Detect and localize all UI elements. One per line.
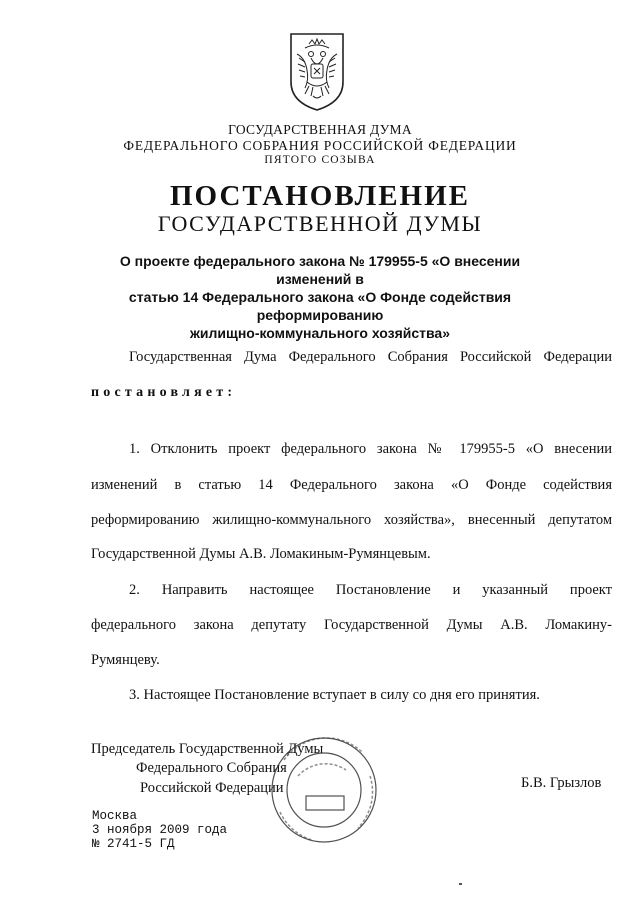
item-1-line-2: изменений в статью 14 Федерального закона «О Фонде содействия xyxy=(91,477,612,493)
protocol-stamp-icon xyxy=(262,730,387,848)
org-line-2: ФЕДЕРАЛЬНОГО СОБРАНИЯ РОССИЙСКОЙ ФЕДЕРАЦИИ xyxy=(123,138,517,153)
subject-line: статью 14 Федерального закона «О Фонде содействия реформированию xyxy=(128,289,512,323)
document-subject xyxy=(100,252,540,342)
item-2-line-1: 2. Направить настоящее Постановление и указанный проект xyxy=(129,582,612,598)
org-line-3: ПЯТОГО СОЗЫВА xyxy=(264,154,376,166)
signing-date: 3 ноября 2009 года xyxy=(92,823,228,837)
item-1-line-4: Государственной Думы А.В. Ломакиным-Румянцевым. xyxy=(91,546,431,562)
item-2-line-2: федерального закона депутату Государственной Думы А.В. Ломакину- xyxy=(91,617,612,633)
org-line-1: ГОСУДАРСТВЕННАЯ ДУМА xyxy=(228,122,412,137)
signer-title-line-3: Российской Федерации xyxy=(140,780,284,796)
document-type: ПОСТАНОВЛЕНИЕ xyxy=(169,180,470,212)
item-1-line-3: реформированию жилищно-коммунального хозяйства», внесенный депутатом xyxy=(91,512,612,528)
preamble: Государственная Дума Федерального Собрания Российской Федерации xyxy=(129,349,612,365)
resolves-word: постановляет: xyxy=(91,385,237,400)
document-number: № 2741-5 ГД xyxy=(92,837,175,851)
coat-of-arms-icon xyxy=(283,30,351,112)
scan-speck xyxy=(459,883,462,885)
subject-line: О проекте федерального закона № 179955-5 «О внесении изменений в xyxy=(119,253,521,287)
signer-name: Б.В. Грызлов xyxy=(521,775,602,791)
item-3: 3. Настоящее Постановление вступает в силу со дня его принятия. xyxy=(129,687,540,703)
item-2-line-3: Румянцеву. xyxy=(91,652,160,668)
document-issuer: ГОСУДАРСТВЕННОЙ ДУМЫ xyxy=(157,211,483,236)
place-of-signing: Москва xyxy=(92,809,138,823)
subject-line: жилищно-коммунального хозяйства» xyxy=(189,325,451,341)
signer-title-line-2: Федерального Собрания xyxy=(136,760,287,776)
signer-title-line-1: Председатель Государственной Думы xyxy=(91,741,324,757)
item-1-line-1: 1. Отклонить проект федерального закона № 179955-5 «О внесении xyxy=(129,441,612,457)
